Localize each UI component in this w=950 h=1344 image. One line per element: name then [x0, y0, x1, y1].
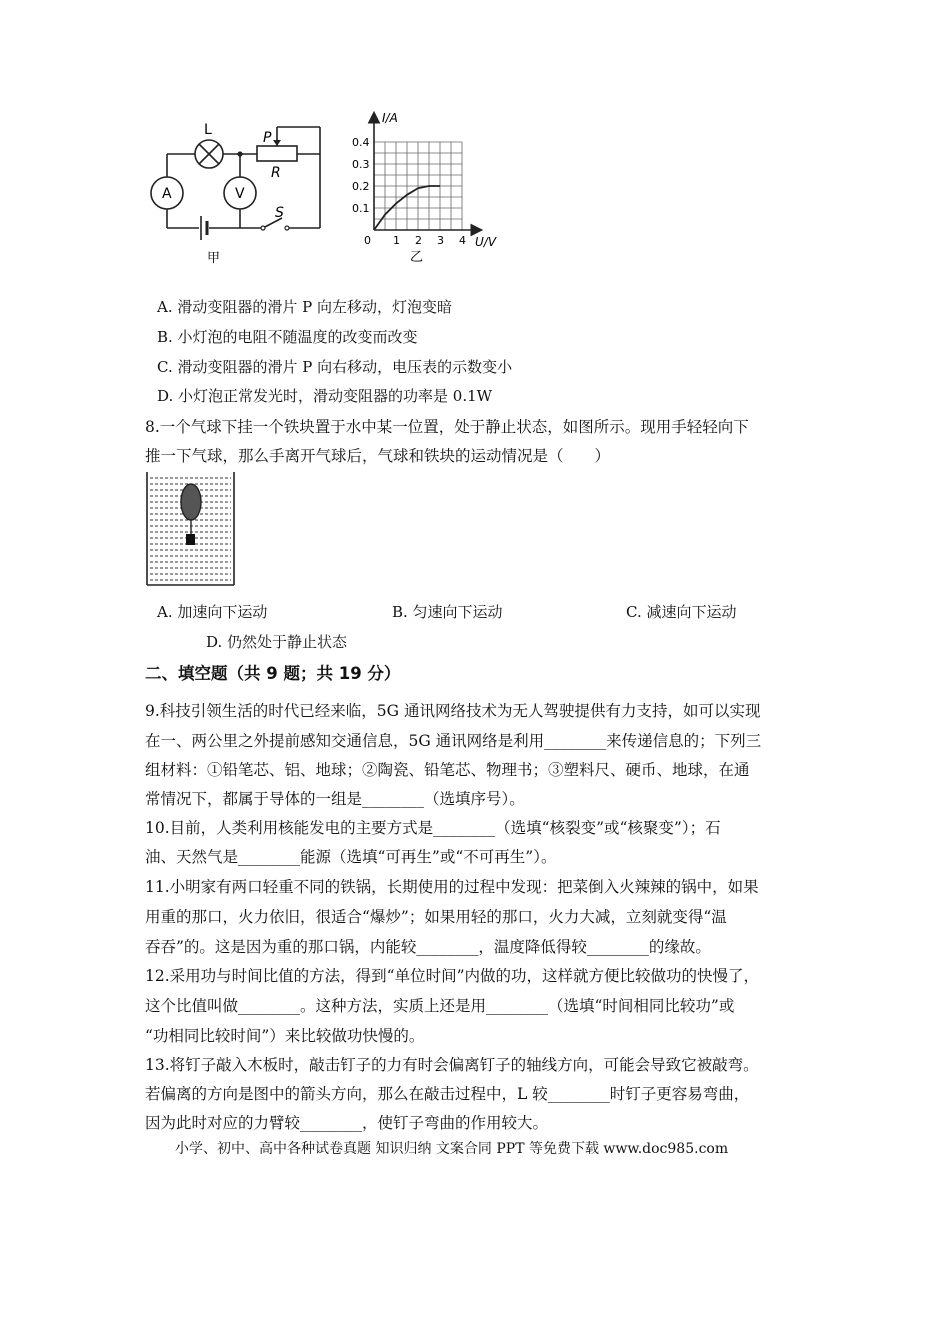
q7-option-a: A. 滑动变阻器的滑片 P 向左移动，灯泡变暗: [157, 298, 452, 316]
footer-text: 小学、初中、高中各种试卷真题 知识归纳 文案合同 PPT 等免费下载 www.doc985.com: [175, 1141, 729, 1157]
q10-line-2: 油、天然气是________能源（选填“可再生”或“不可再生”）。: [145, 848, 557, 866]
q9-line-4: 常情况下，都属于导体的一组是________（选填序号）。: [145, 790, 525, 808]
q7-option-b: B. 小灯泡的电阻不随温度的改变而改变: [157, 328, 418, 346]
q7-option-c: C. 滑动变阻器的滑片 P 向右移动，电压表的示数变小: [157, 358, 513, 376]
q12-line-2: 这个比值叫做________。这种方法，实质上还是用________（选填“时间相同比较功”或: [145, 997, 735, 1015]
q11-line-2: 用重的那口，火力依旧，很适合“爆炒”；如果用轻的那口，火力大减，立刻就变得“温: [145, 908, 727, 926]
q7-option-d: D. 小灯泡正常发光时，滑动变阻器的功率是 0.1W: [157, 387, 493, 405]
x-tick-label: 2: [415, 234, 422, 247]
q10-line-1: 10.目前，人类利用核能发电的主要方式是________（选填“核裂变”或“核聚变”）；石: [145, 819, 721, 837]
graph-grid: [374, 142, 462, 230]
q8-line-1: 8.一个气球下挂一个铁块置于水中某一位置，处于静止状态，如图所示。现用手轻轻向下: [145, 418, 749, 436]
section-heading: 二、填空题（共 9 题；共 19 分）: [145, 664, 401, 683]
rheostat-body: [257, 146, 297, 161]
q9-line-3: 组材料：①铅笔芯、铝、地球；②陶瓷、铅笔芯、物理书；③塑料尺、硬币、地球，在通: [145, 761, 750, 779]
x-tick-label: 3: [437, 234, 444, 247]
caption-jia: 甲: [207, 251, 221, 266]
x-axis-label: U/V: [475, 235, 497, 249]
q8-option-c: C. 减速向下运动: [626, 603, 737, 621]
q13-line-1: 13.将钉子敲入木板时，敲击钉子的力有时会偏离钉子的轴线方向，可能会导致它被敲弯。: [145, 1056, 759, 1074]
label-R: R: [271, 165, 281, 181]
x-tick-label: 0: [364, 234, 371, 247]
q13-line-3: 因为此时对应的力臂较________，使钉子弯曲的作用较大。: [145, 1114, 549, 1132]
q9-line-2: 在一、两公里之外提前感知交通信息，5G 通讯网络是利用________来传递信息的；下列三: [145, 732, 762, 750]
iu-graph: [348, 108, 508, 266]
q12-line-3: “功相同比较时间”）来比较做功快慢的。: [145, 1027, 425, 1045]
x-tick-label: 4: [459, 234, 466, 247]
q8-option-a: A. 加速向下运动: [157, 603, 268, 621]
y-tick-label: 0.2: [352, 180, 370, 193]
y-tick-label: 0.1: [352, 202, 370, 215]
q12-line-1: 12.采用功与时间比值的方法，得到“单位时间”内做的功，这样就方便比较做功的快慢了，: [145, 967, 760, 985]
y-axis-label: I/A: [382, 111, 398, 125]
q13-line-2: 若偏离的方向是图中的箭头方向，那么在敲击过程中，L 较________时钉子更容易弯曲，: [145, 1085, 750, 1103]
label-A: A: [162, 186, 172, 202]
label-P: P: [263, 130, 272, 146]
label-L: L: [204, 122, 212, 138]
y-tick-label: 0.3: [352, 158, 370, 171]
q8-line-2: 推一下气球，那么手离开气球后，气球和铁块的运动情况是（ ）: [145, 447, 611, 465]
circuit-diagram: [145, 112, 335, 270]
q8-option-d: D. 仍然处于静止状态: [206, 633, 348, 651]
q11-line-1: 11.小明家有两口轻重不同的铁锅，长期使用的过程中发现：把菜倒入火辣辣的锅中，如果: [145, 878, 759, 896]
q8-option-b: B. 匀速向下运动: [392, 603, 503, 621]
q9-line-1: 9.科技引领生活的时代已经来临，5G 通讯网络技术为无人驾驶提供有力支持，如可以实现: [145, 702, 761, 720]
y-tick-label: 0.4: [352, 136, 370, 149]
x-tick-label: 1: [393, 234, 400, 247]
water-tank-figure: [145, 470, 237, 588]
label-S: S: [275, 205, 284, 221]
iron-block: [186, 534, 195, 545]
label-V: V: [235, 186, 245, 202]
caption-yi: 乙: [410, 250, 424, 265]
balloon: [181, 484, 201, 520]
q11-line-3: 吞吞”的。这是因为重的那口锅，内能较________，温度降低得较________的缘故。: [145, 938, 711, 956]
